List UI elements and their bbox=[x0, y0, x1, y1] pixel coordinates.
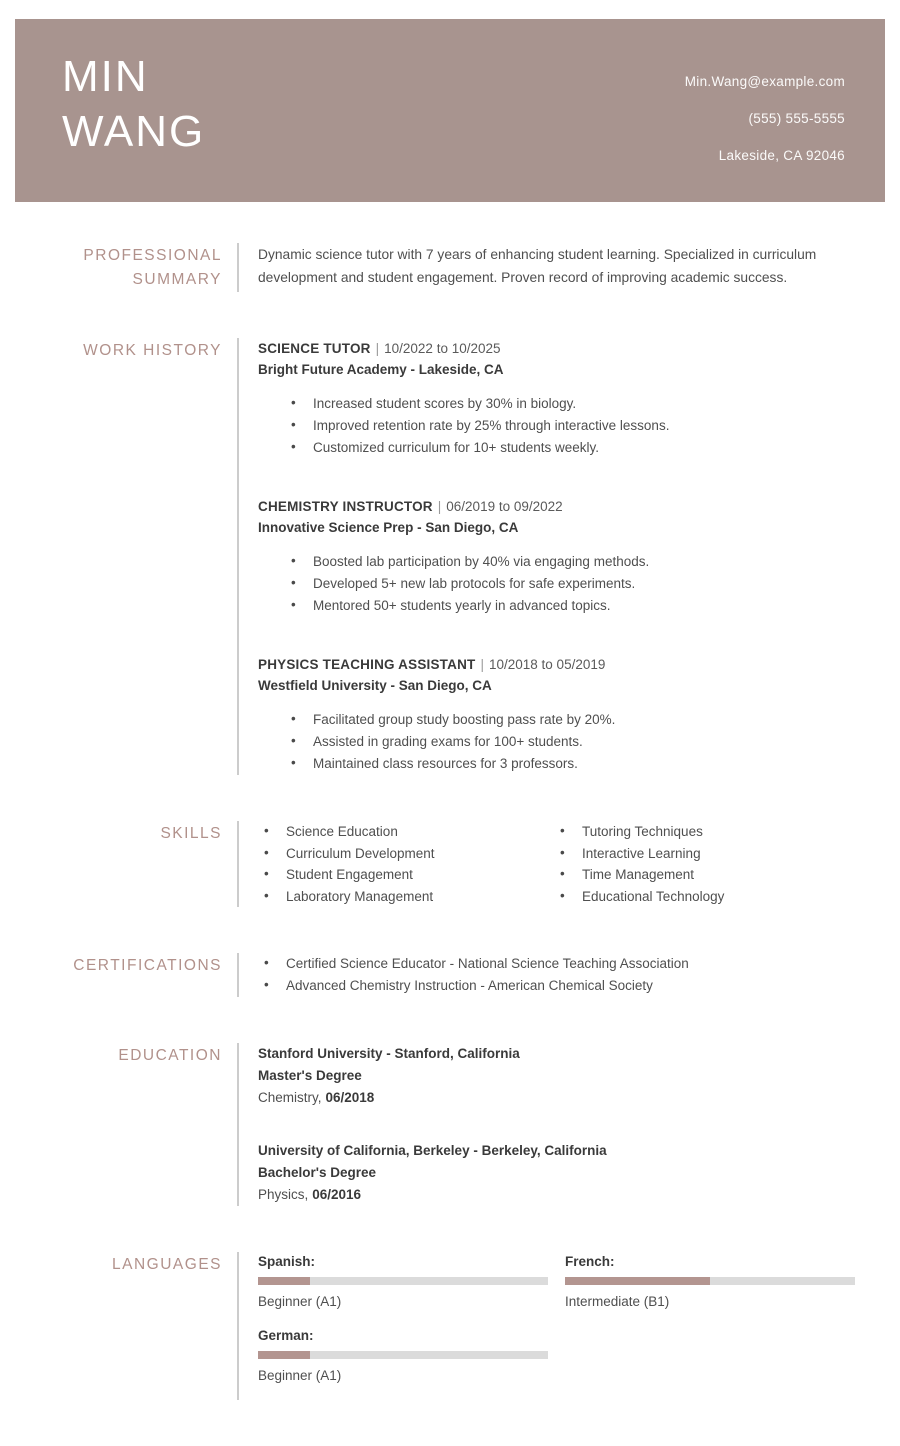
job-title: PHYSICS TEACHING ASSISTANT bbox=[258, 657, 476, 672]
job-title: SCIENCE TUTOR bbox=[258, 341, 371, 356]
job-bullet: • Assisted in grading exams for 100+ students. bbox=[291, 731, 843, 753]
section-certifications bbox=[0, 953, 900, 997]
skills-column-2 bbox=[554, 821, 850, 907]
section-label-certifications: CERTIFICATIONS bbox=[73, 957, 222, 974]
language-item bbox=[258, 1252, 548, 1312]
section-label-languages: LANGUAGES bbox=[112, 1256, 222, 1273]
education-entry bbox=[258, 1140, 843, 1206]
education-date: 06/2018 bbox=[325, 1090, 375, 1105]
language-name: French: bbox=[565, 1254, 615, 1269]
certifications-content bbox=[237, 953, 843, 997]
education-field-line bbox=[258, 1184, 843, 1206]
job-company: Innovative Science Prep - San Diego, CA bbox=[258, 520, 519, 535]
contact-email: Min.Wang@example.com bbox=[684, 74, 845, 89]
section-label-work-history: WORK HISTORY bbox=[83, 342, 222, 359]
education-date: 06/2016 bbox=[312, 1187, 362, 1202]
languages-content bbox=[237, 1252, 855, 1400]
language-progress-track bbox=[565, 1277, 855, 1285]
job-dates: 06/2019 to 09/2022 bbox=[446, 499, 563, 514]
section-education bbox=[0, 1043, 900, 1206]
education-entry bbox=[258, 1043, 843, 1109]
candidate-name bbox=[62, 49, 205, 159]
skill-item: • Time Management bbox=[560, 864, 850, 886]
education-school: University of California, Berkeley - Berkeley, California bbox=[258, 1143, 607, 1158]
education-content bbox=[237, 1043, 843, 1206]
job-bullet: • Boosted lab participation by 40% via engaging methods. bbox=[291, 551, 843, 573]
section-label-professional-summary bbox=[0, 243, 222, 292]
job-company: Bright Future Academy - Lakeside, CA bbox=[258, 362, 504, 377]
skills-column-1 bbox=[258, 821, 554, 907]
section-label-education: EDUCATION bbox=[118, 1047, 222, 1064]
language-name: German: bbox=[258, 1328, 314, 1343]
job-dates: 10/2022 to 10/2025 bbox=[384, 341, 501, 356]
resume-body bbox=[0, 243, 900, 1446]
certification-item: • Certified Science Educator - National Science Teaching Association bbox=[264, 953, 843, 975]
contact-location: Lakeside, CA 92046 bbox=[718, 148, 845, 163]
education-degree: Master's Degree bbox=[258, 1068, 362, 1083]
education-field: Chemistry, bbox=[258, 1090, 322, 1105]
job-bullet: • Maintained class resources for 3 professors. bbox=[291, 753, 843, 775]
language-progress-fill bbox=[258, 1351, 310, 1359]
language-item bbox=[565, 1252, 855, 1312]
education-school: Stanford University - Stanford, California bbox=[258, 1046, 520, 1061]
job-title-line bbox=[258, 496, 843, 517]
skills-content bbox=[237, 821, 850, 907]
skill-item: • Educational Technology bbox=[560, 886, 850, 908]
language-item bbox=[258, 1326, 548, 1386]
work-history-content bbox=[237, 338, 843, 775]
education-field-line bbox=[258, 1087, 843, 1109]
job-entry bbox=[258, 338, 843, 459]
language-name: Spanish: bbox=[258, 1254, 316, 1269]
skill-item: • Science Education bbox=[264, 821, 554, 843]
section-label-line: PROFESSIONAL bbox=[83, 247, 222, 264]
candidate-first-name: MIN bbox=[62, 52, 149, 101]
section-label-line: SUMMARY bbox=[132, 271, 222, 288]
skill-item: • Student Engagement bbox=[264, 864, 554, 886]
education-field: Physics, bbox=[258, 1187, 309, 1202]
job-dates: 10/2018 to 05/2019 bbox=[489, 657, 606, 672]
job-bullet: • Mentored 50+ students yearly in advanced topics. bbox=[291, 595, 843, 617]
education-degree: Bachelor's Degree bbox=[258, 1165, 377, 1180]
skill-item: • Tutoring Techniques bbox=[560, 821, 850, 843]
language-level: Beginner (A1) bbox=[258, 1294, 342, 1309]
section-work-history bbox=[0, 338, 900, 775]
skill-item: • Laboratory Management bbox=[264, 886, 554, 908]
job-separator: | bbox=[437, 499, 442, 514]
job-bullet: • Developed 5+ new lab protocols for safe experiments. bbox=[291, 573, 843, 595]
certifications-list bbox=[258, 953, 843, 997]
job-bullet-list bbox=[258, 393, 843, 459]
candidate-last-name: WANG bbox=[62, 107, 206, 156]
section-label-skills: SKILLS bbox=[160, 825, 222, 842]
summary-content bbox=[237, 243, 843, 292]
contact-phone: (555) 555-5555 bbox=[748, 111, 845, 126]
job-bullet-list bbox=[258, 551, 843, 617]
certification-item: • Advanced Chemistry Instruction - American Chemical Society bbox=[264, 975, 843, 997]
language-level: Intermediate (B1) bbox=[565, 1294, 670, 1309]
job-separator: | bbox=[375, 341, 380, 356]
language-progress-fill bbox=[258, 1277, 310, 1285]
resume-header bbox=[15, 19, 885, 202]
job-bullet: • Improved retention rate by 25% through interactive lessons. bbox=[291, 415, 843, 437]
job-separator: | bbox=[480, 657, 484, 672]
skill-item: • Interactive Learning bbox=[560, 843, 850, 865]
section-skills bbox=[0, 821, 900, 907]
section-professional-summary bbox=[0, 243, 900, 292]
job-entry bbox=[258, 654, 843, 775]
job-title-line bbox=[258, 338, 843, 359]
contact-info bbox=[685, 63, 845, 174]
job-bullet: • Facilitated group study boosting pass rate by 20%. bbox=[291, 709, 843, 731]
language-progress-fill bbox=[565, 1277, 710, 1285]
section-languages bbox=[0, 1252, 900, 1400]
job-bullet: • Increased student scores by 30% in biology. bbox=[291, 393, 843, 415]
skills-list bbox=[258, 821, 554, 907]
job-bullet-list bbox=[258, 709, 843, 775]
job-bullet: • Customized curriculum for 10+ students weekly. bbox=[291, 437, 843, 459]
summary-text: Dynamic science tutor with 7 years of enhancing student learning. Specialized in curriculum development and student engagement. Proven record of improving academic success. bbox=[258, 247, 817, 285]
job-title: CHEMISTRY INSTRUCTOR bbox=[258, 499, 433, 514]
job-title-line bbox=[258, 654, 843, 675]
language-level: Beginner (A1) bbox=[258, 1368, 342, 1383]
job-company: Westfield University - San Diego, CA bbox=[258, 678, 492, 693]
language-progress-track bbox=[258, 1351, 548, 1359]
skill-item: • Curriculum Development bbox=[264, 843, 554, 865]
job-entry bbox=[258, 496, 843, 617]
language-progress-track bbox=[258, 1277, 548, 1285]
skills-list bbox=[554, 821, 850, 907]
